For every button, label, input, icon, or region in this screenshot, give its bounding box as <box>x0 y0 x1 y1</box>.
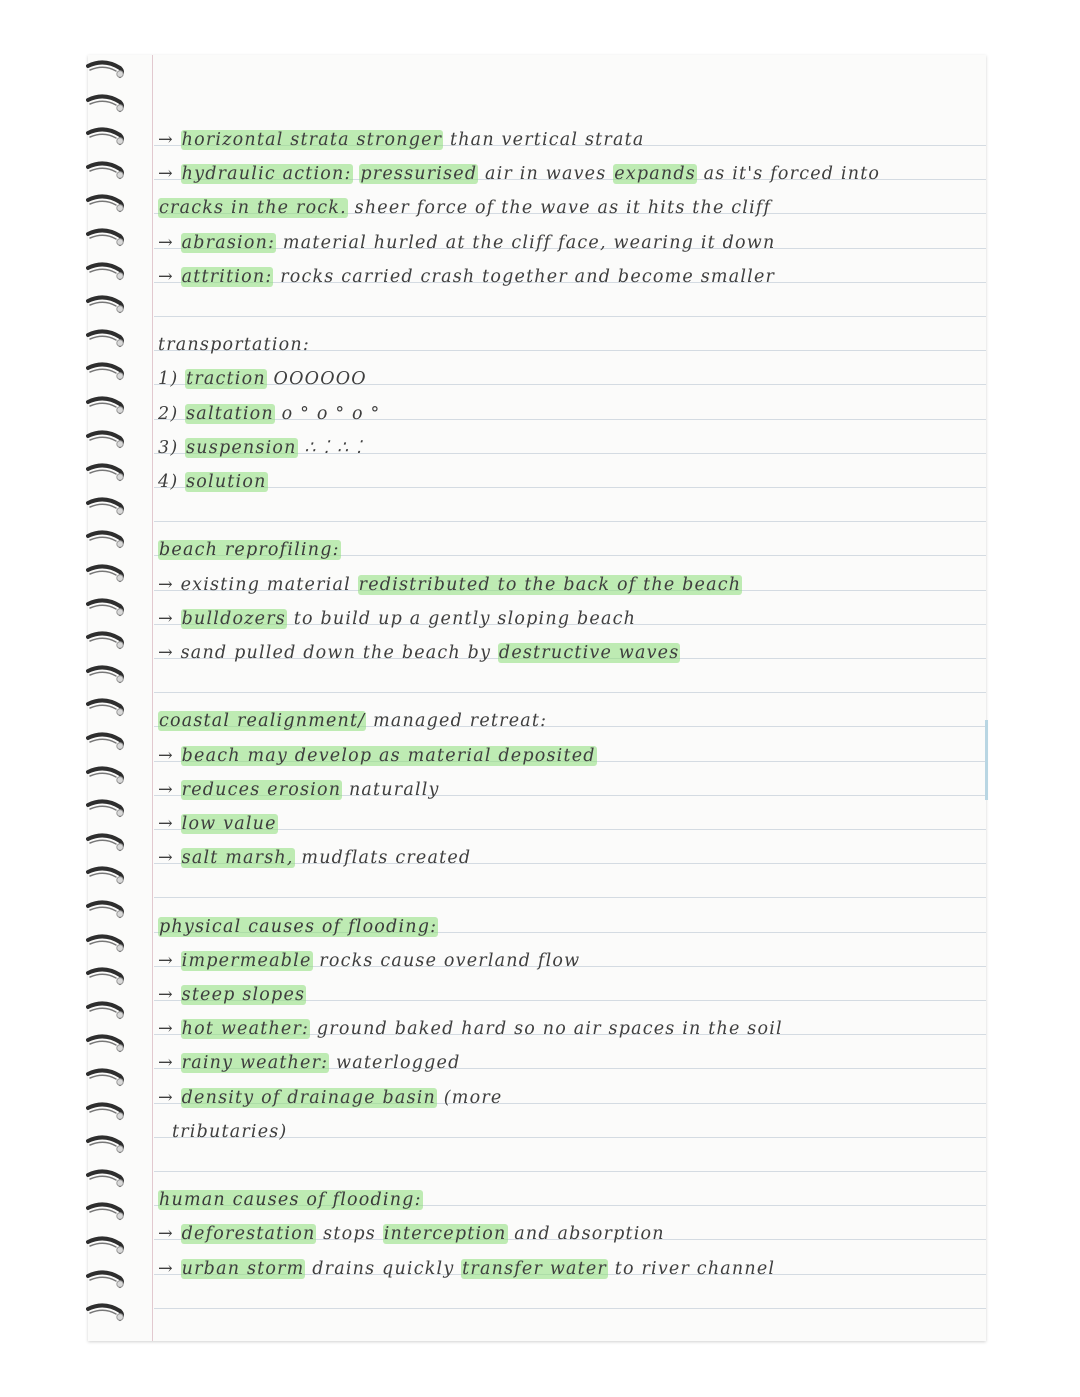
note-line <box>158 228 966 258</box>
note-line <box>158 159 966 189</box>
note-line <box>158 843 966 873</box>
page-edge-mark <box>985 720 988 800</box>
note-line <box>158 672 966 702</box>
note-line <box>158 570 966 600</box>
spiral-ring-icon <box>86 1001 124 1023</box>
spiral-ring-icon <box>86 94 124 116</box>
note-text: drains quickly <box>305 1258 462 1279</box>
margin-line <box>152 55 153 1341</box>
spiral-ring-icon <box>86 396 124 418</box>
highlighted-text: attrition: <box>181 266 273 287</box>
highlighted-text: solution <box>186 472 267 492</box>
note-text: rocks cause overland flow <box>312 950 581 971</box>
highlighted-text: destructive waves <box>498 643 680 663</box>
note-text: → <box>158 950 181 971</box>
note-text: 3) <box>158 437 186 458</box>
spiral-ring-icon <box>86 866 124 888</box>
note-text: 1) <box>158 369 186 390</box>
note-text: ground baked hard so no air spaces in the soil <box>310 1019 783 1040</box>
note-line <box>158 1014 966 1044</box>
note-text: stops <box>316 1224 383 1245</box>
highlighted-text: physical causes of flooding: <box>159 916 438 937</box>
note-text: managed retreat: <box>366 711 548 732</box>
highlighted-text: transfer water <box>462 1258 607 1279</box>
note-line <box>158 1151 966 1181</box>
note-line <box>158 809 966 839</box>
note-text: OOOOOO <box>266 369 367 390</box>
note-line <box>158 912 966 942</box>
note-line <box>158 535 966 565</box>
spiral-ring-icon <box>86 530 124 552</box>
spiral-ring-icon <box>86 1202 124 1224</box>
note-line <box>158 706 966 736</box>
highlighted-text: impermeable <box>181 950 312 971</box>
spiral-ring-icon <box>86 262 124 284</box>
note-line <box>158 1185 966 1215</box>
spiral-ring-icon <box>86 194 124 216</box>
spiral-ring-icon <box>86 833 124 855</box>
note-text: → <box>158 1019 181 1040</box>
highlighted-text: suspension <box>186 437 297 458</box>
note-line <box>158 1083 966 1113</box>
note-text: ∴ ⁚ ∴ ⁚ <box>297 437 363 458</box>
note-line <box>158 1219 966 1249</box>
note-text: transportation: <box>158 335 310 356</box>
spiral-ring-icon <box>86 1169 124 1191</box>
note-text: o ° o ° o ° <box>274 403 381 424</box>
note-line <box>158 1048 966 1078</box>
note-text: tributaries) <box>172 1121 288 1142</box>
highlighted-text: salt marsh, <box>181 848 294 869</box>
highlighted-text: urban storm <box>181 1258 305 1279</box>
note-text: → <box>158 1224 181 1245</box>
note-line <box>158 433 966 463</box>
note-line <box>158 125 966 155</box>
note-text: → <box>158 848 181 869</box>
note-text: → <box>158 985 181 1005</box>
note-line <box>158 741 966 771</box>
highlighted-text: coastal realignment/ <box>159 711 366 732</box>
note-text: → <box>158 130 181 150</box>
ruled-line <box>154 1308 986 1309</box>
note-text: 4) <box>158 472 186 492</box>
note-line <box>158 193 966 223</box>
note-text: to build up a gently sloping beach <box>286 608 637 629</box>
spiral-ring-icon <box>86 900 124 922</box>
spiral-ring-icon <box>86 1303 124 1325</box>
highlighted-text: beach reprofiling: <box>159 540 340 561</box>
spiral-ring-icon <box>86 1068 124 1090</box>
note-text: → <box>158 232 181 253</box>
highlighted-text: saltation <box>186 403 274 424</box>
highlighted-text: pressurised <box>360 164 478 185</box>
spiral-ring-icon <box>86 1034 124 1056</box>
note-text: rocks carried crash together and become smaller <box>273 266 776 287</box>
spiral-ring-icon <box>86 1270 124 1292</box>
note-text: naturally <box>342 779 440 800</box>
spiral-ring-icon <box>86 766 124 788</box>
note-text: than vertical strata <box>443 130 645 150</box>
note-text: → existing material <box>158 574 358 595</box>
spiral-ring-icon <box>86 228 124 250</box>
highlighted-text: horizontal strata stronger <box>181 130 443 150</box>
spiral-ring-icon <box>86 598 124 620</box>
note-text: material hurled at the cliff face, wearing it down <box>276 232 776 253</box>
spiral-ring-icon <box>86 967 124 989</box>
highlighted-text: cracks in the rock. <box>159 198 347 219</box>
spiral-ring-icon <box>86 362 124 384</box>
note-line <box>158 467 966 497</box>
highlighted-text: deforestation <box>181 1224 316 1245</box>
spiral-ring-icon <box>86 295 124 317</box>
note-text: to river channel <box>607 1258 776 1279</box>
spiral-binding <box>86 60 126 1340</box>
highlighted-text: low value <box>181 814 277 834</box>
spiral-ring-icon <box>86 631 124 653</box>
note-text: → <box>158 779 181 800</box>
spiral-ring-icon <box>86 665 124 687</box>
note-line <box>158 877 966 907</box>
spiral-ring-icon <box>86 60 124 82</box>
note-text: → <box>158 266 181 287</box>
note-line <box>158 501 966 531</box>
note-text: → <box>158 608 181 629</box>
note-text: air in waves <box>478 164 614 185</box>
note-line <box>158 775 966 805</box>
note-line <box>158 638 966 668</box>
spiral-ring-icon <box>86 732 124 754</box>
highlighted-text: steep slopes <box>181 985 306 1005</box>
spiral-ring-icon <box>86 329 124 351</box>
note-text: as it's forced into <box>696 164 881 185</box>
highlighted-text: abrasion: <box>181 232 276 253</box>
highlighted-text: beach may develop as material deposited <box>181 745 596 766</box>
note-line <box>172 1117 966 1147</box>
highlighted-text: human causes of flooding: <box>159 1190 422 1211</box>
spiral-ring-icon <box>86 463 124 485</box>
note-text: → <box>158 814 181 834</box>
note-line <box>158 980 966 1010</box>
highlighted-text: density of drainage basin <box>181 1087 437 1108</box>
highlighted-text: expands <box>614 164 696 185</box>
note-line <box>158 330 966 360</box>
spiral-ring-icon <box>86 799 124 821</box>
highlighted-text: redistributed to the back of the beach <box>358 574 742 595</box>
note-line <box>158 296 966 326</box>
note-text: → <box>158 1087 181 1108</box>
note-text: 2) <box>158 403 186 424</box>
spiral-ring-icon <box>86 430 124 452</box>
highlighted-text: rainy weather: <box>181 1053 329 1074</box>
note-line <box>158 262 966 292</box>
highlighted-text: traction <box>186 369 266 390</box>
note-line <box>158 399 966 429</box>
spiral-ring-icon <box>86 127 124 149</box>
note-text: (more <box>437 1087 503 1108</box>
spiral-ring-icon <box>86 1135 124 1157</box>
note-line <box>158 604 966 634</box>
notebook-page <box>88 55 986 1341</box>
note-text: and absorption <box>507 1224 665 1245</box>
spiral-ring-icon <box>86 698 124 720</box>
note-line <box>158 364 966 394</box>
note-text: mudflats created <box>294 848 472 869</box>
highlighted-text: hot weather: <box>181 1019 310 1040</box>
highlighted-text: reduces erosion <box>181 779 342 800</box>
note-text: → sand pulled down the beach by <box>158 643 498 663</box>
spiral-ring-icon <box>86 564 124 586</box>
note-text: → <box>158 1258 181 1279</box>
highlighted-text: hydraulic action: <box>181 164 352 185</box>
note-line <box>158 1254 966 1284</box>
note-text: → <box>158 1053 181 1074</box>
spiral-ring-icon <box>86 161 124 183</box>
spiral-ring-icon <box>86 497 124 519</box>
spiral-ring-icon <box>86 1102 124 1124</box>
highlighted-text: interception <box>383 1224 507 1245</box>
note-text: sheer force of the wave as it hits the cliff <box>347 198 772 219</box>
note-line <box>158 946 966 976</box>
highlighted-text: bulldozers <box>181 608 286 629</box>
note-text: → <box>158 745 181 766</box>
note-text: waterlogged <box>329 1053 461 1074</box>
note-text: → <box>158 164 181 185</box>
spiral-ring-icon <box>86 934 124 956</box>
spiral-ring-icon <box>86 1236 124 1258</box>
